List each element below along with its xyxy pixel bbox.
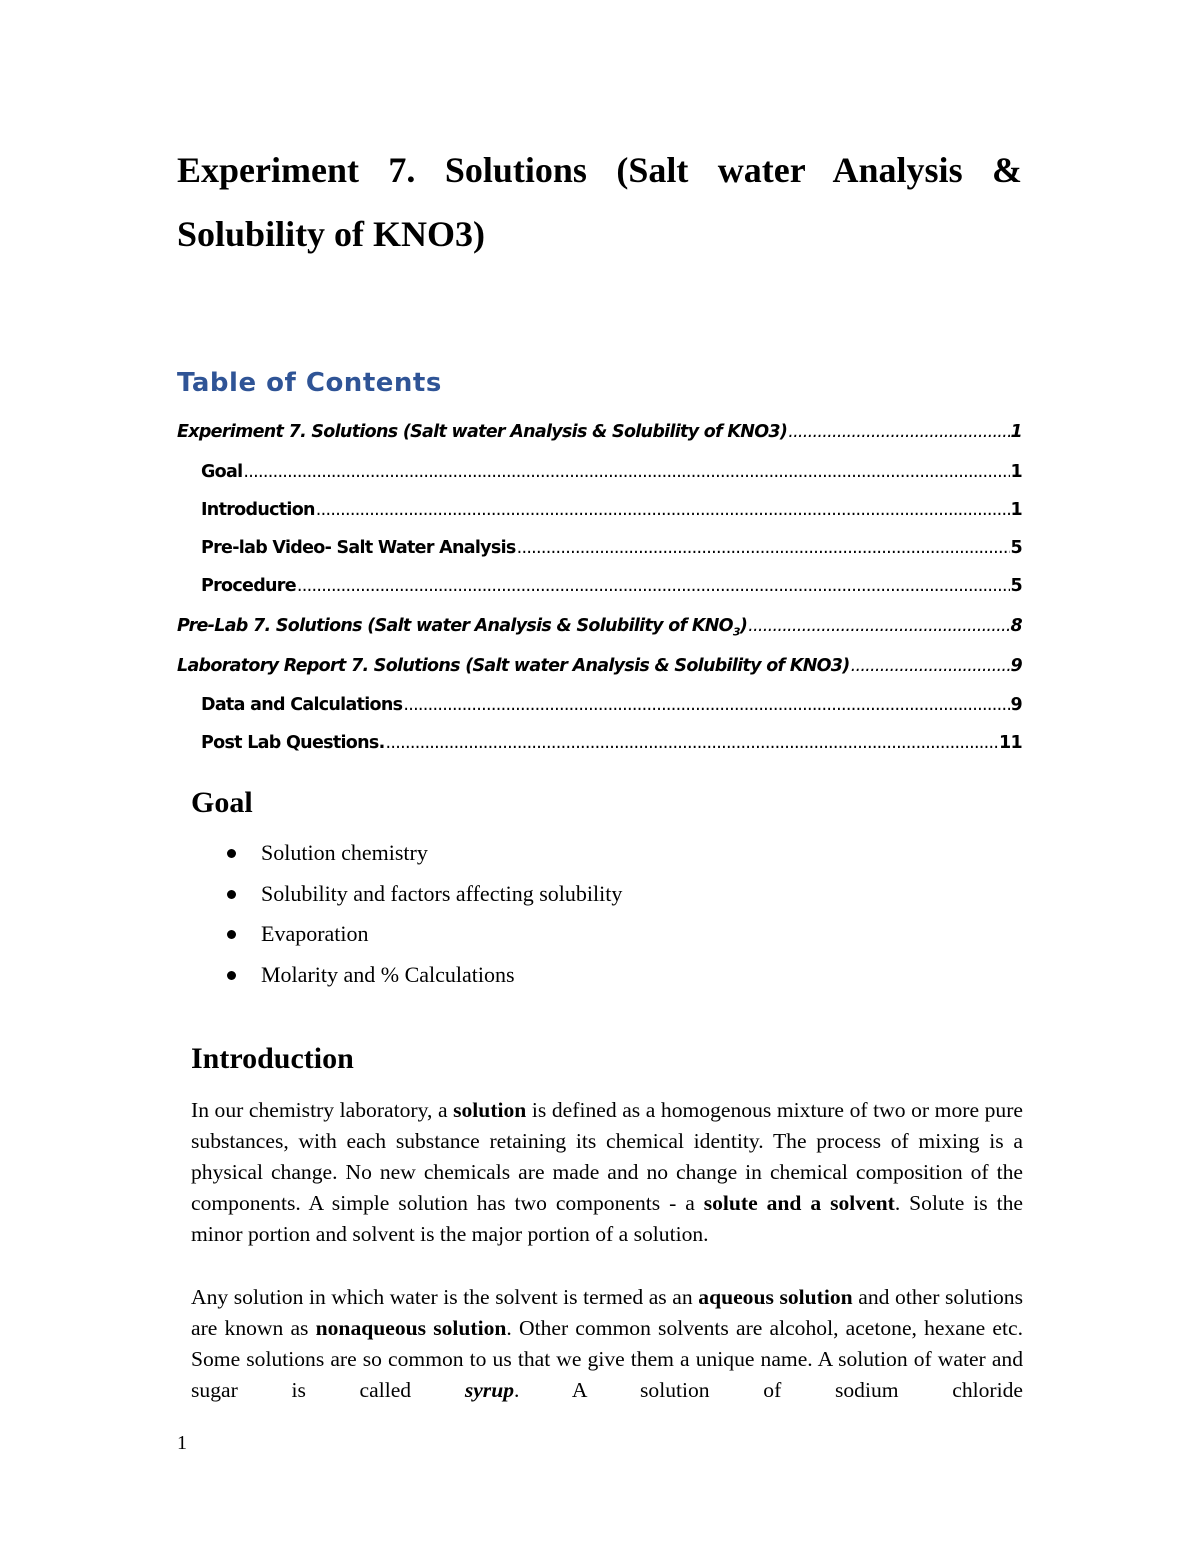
toc-entry-label: Data and Calculations xyxy=(201,695,403,715)
toc-entry-label: Procedure xyxy=(201,576,296,596)
list-item: Evaporation xyxy=(191,919,622,960)
toc-entry-introduction[interactable] xyxy=(201,500,1022,520)
document-title: Experiment 7. Solutions (Salt water Analysis & Solubility of KNO3) xyxy=(177,150,1022,254)
toc-leader-dots xyxy=(386,733,999,753)
toc-entry-page: 1 xyxy=(1010,462,1022,482)
page-number: 1 xyxy=(177,1432,187,1454)
toc-entry-post-lab-questions[interactable] xyxy=(201,733,1022,753)
toc-entry-label: Post Lab Questions. xyxy=(201,733,385,753)
toc-entry-page: 11 xyxy=(999,733,1022,753)
list-item: Solubility and factors affecting solubility xyxy=(191,879,622,920)
introduction-heading: Introduction xyxy=(191,1042,354,1075)
toc-entry-page: 1 xyxy=(1010,500,1022,520)
bullet-icon xyxy=(227,849,236,858)
toc-entry-label: Goal xyxy=(201,462,243,482)
goal-heading: Goal xyxy=(191,786,253,819)
toc-entry-experiment-7[interactable] xyxy=(177,422,1022,442)
toc-entry-data-calculations[interactable] xyxy=(201,695,1022,715)
list-item: Molarity and % Calculations xyxy=(191,960,622,1001)
bullet-icon xyxy=(227,930,236,939)
goal-list xyxy=(191,838,622,1000)
toc-entry-label: Laboratory Report 7. Solutions (Salt water Analysis & Solubility of KNO3) xyxy=(177,656,850,676)
toc-entry-label: Experiment 7. Solutions (Salt water Analysis & Solubility of KNO3) xyxy=(177,422,788,442)
toc-leader-dots xyxy=(748,616,1009,636)
toc-entry-label: Pre-Lab 7. Solutions (Salt water Analysis & Solubility of $KNO_3$) xyxy=(177,616,748,639)
toc-leader-dots xyxy=(297,576,1010,596)
toc-leader-dots xyxy=(403,695,1009,715)
bullet-icon xyxy=(227,890,236,899)
toc-entry-label: Introduction xyxy=(201,500,315,520)
introduction-paragraph-2: Any solution in which water is the solvent is termed as an aqueous solution and other solutions are known as nonaqueous solution. Other common solvents are alcohol, acetone, hexane etc. Some solutions are so common to us that we give them a unique name. A solution of water and sugar is called syrup. A solution of sodium chloride xyxy=(191,1285,1023,1402)
toc-entry-prelab-video[interactable] xyxy=(201,538,1022,558)
toc-entry-page: 1 xyxy=(1010,422,1022,442)
list-item: Solution chemistry xyxy=(191,838,622,879)
toc-leader-dots xyxy=(316,500,1010,520)
toc-entry-procedure[interactable] xyxy=(201,576,1022,596)
toc-entry-page: 9 xyxy=(1010,695,1022,715)
toc-entry-page: 9 xyxy=(1010,656,1022,676)
toc-entry-prelab-7[interactable] xyxy=(177,616,1022,639)
toc-entry-page: 5 xyxy=(1010,576,1022,596)
bullet-icon xyxy=(227,971,236,980)
toc-entry-page: 5 xyxy=(1010,538,1022,558)
toc-entry-goal[interactable] xyxy=(201,462,1022,482)
toc-entry-label: Pre-lab Video- Salt Water Analysis xyxy=(201,538,516,558)
toc-leader-dots xyxy=(243,462,1009,482)
introduction-paragraph-1: In our chemistry laboratory, a solution is defined as a homogenous mixture of two or more pure substances, with each substance retaining its chemical identity. The process of mixing is a physical change. No new chemicals are made and no change in chemical composition of the components. A simple solution has two components - a solute and a solvent. Solute is the minor portion and solvent is the major portion of a solution. xyxy=(191,1098,1023,1246)
toc-heading: Table of Contents xyxy=(177,368,442,398)
toc-leader-dots xyxy=(851,656,1010,676)
toc-leader-dots xyxy=(788,422,1009,442)
toc-entry-page: 8 xyxy=(1010,616,1022,636)
toc-leader-dots xyxy=(517,538,1010,558)
toc-entry-lab-report-7[interactable] xyxy=(177,656,1022,676)
